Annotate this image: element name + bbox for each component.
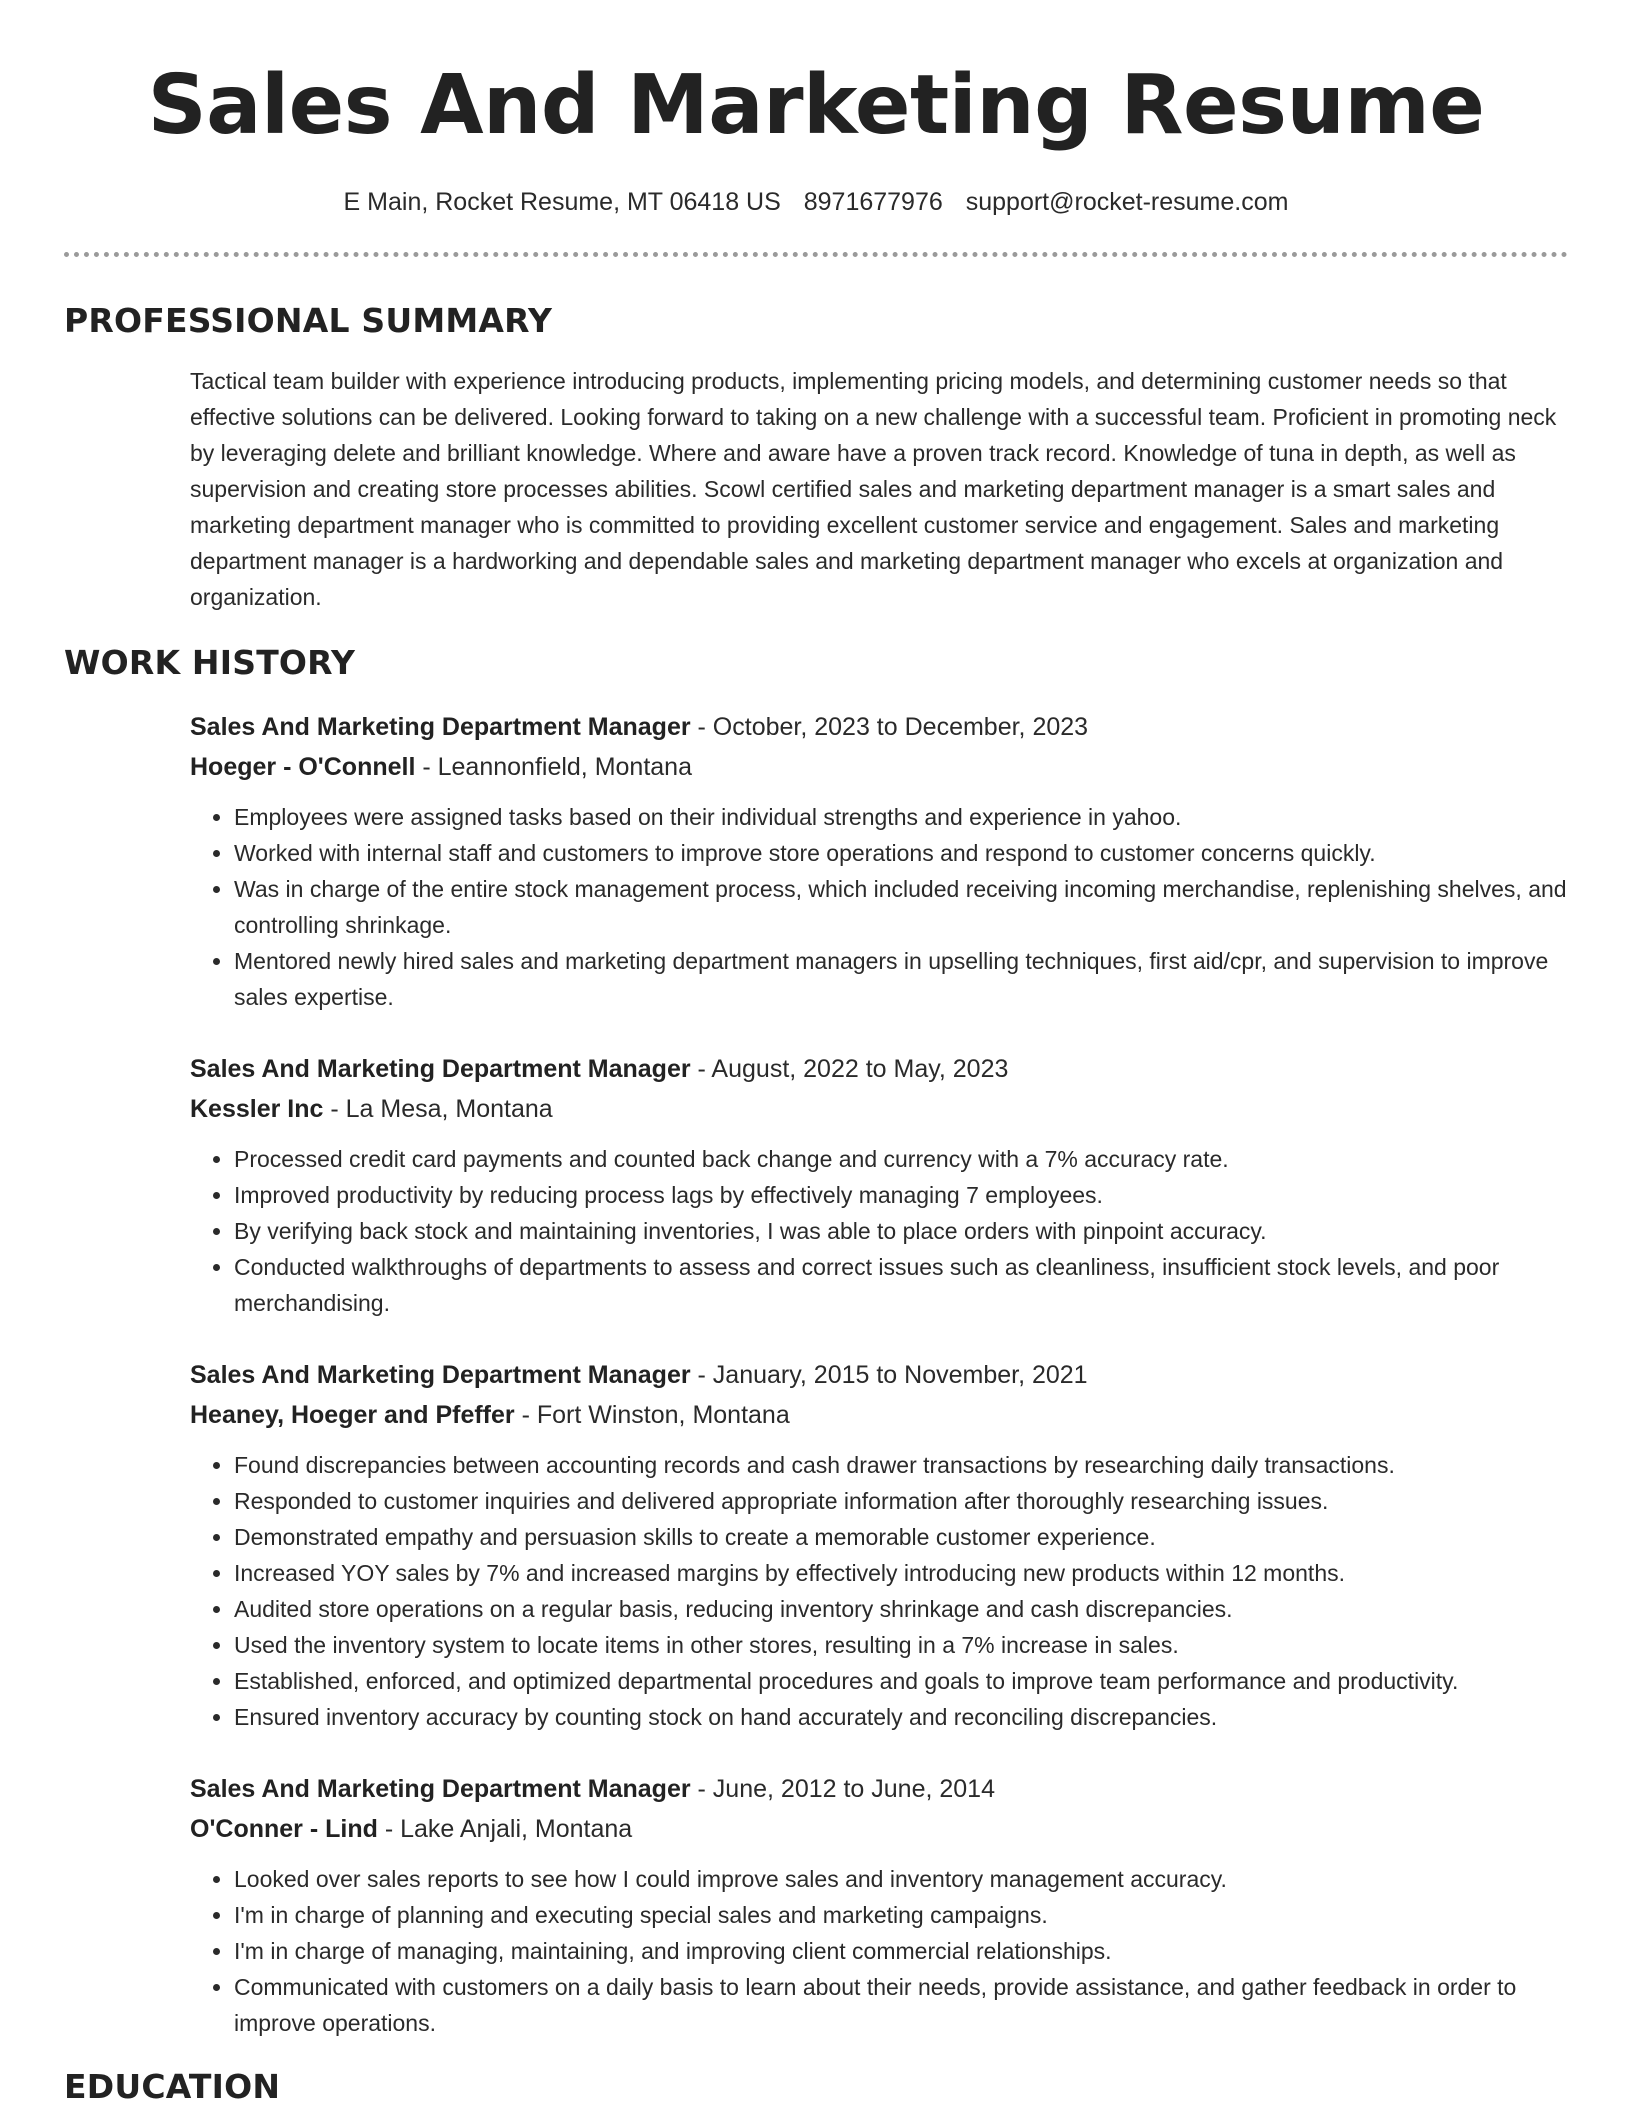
job-bullet: • Improved productivity by reducing process lags by effectively managing 7 employees. <box>234 1177 1568 1213</box>
job-company: Hoeger - O'Connell <box>190 753 416 781</box>
job-bullet: • Was in charge of the entire stock management process, which included receiving incoming merchandise, replenishing shelves, and controlling shrinkage. <box>234 871 1568 943</box>
contact-address: E Main, Rocket Resume, MT 06418 US <box>343 188 781 216</box>
job-location: - Leannonfield, Montana <box>415 753 692 781</box>
job-location: - Lake Anjali, Montana <box>377 1815 633 1843</box>
education-heading: EDUCATION <box>64 2067 281 2106</box>
job-bullet: • Used the inventory system to locate items in other stores, resulting in a 7% increase in sales. <box>234 1627 1568 1663</box>
job-role: Sales And Marketing Department Manager <box>190 1055 691 1083</box>
job-company-line <box>190 1395 1568 1435</box>
resume-title: Sales And Marketing Resume <box>147 58 1485 153</box>
job-entry <box>190 1769 1568 2041</box>
job-company-line <box>190 1089 1568 1129</box>
job-bullet: • By verifying back stock and maintaining inventories, I was able to place orders with pinpoint accuracy. <box>234 1213 1568 1249</box>
work-history-heading: WORK HISTORY <box>64 643 356 682</box>
job-company: Kessler Inc <box>190 1095 324 1123</box>
job-company-line <box>190 1809 1568 1849</box>
job-bullet: • Increased YOY sales by 7% and increased margins by effectively introducing new products within 12 months. <box>234 1555 1568 1591</box>
job-bullets <box>190 1861 1568 2041</box>
job-location: - Fort Winston, Montana <box>514 1401 790 1429</box>
job-role: Sales And Marketing Department Manager <box>190 1775 691 1803</box>
contact-phone: 8971677976 <box>803 188 943 216</box>
job-role: Sales And Marketing Department Manager <box>190 1361 691 1389</box>
job-bullets <box>190 799 1568 1015</box>
education-section <box>64 2067 1568 2107</box>
summary-heading: PROFESSIONAL SUMMARY <box>64 301 553 340</box>
job-bullet: • I'm in charge of planning and executing special sales and marketing campaigns. <box>234 1897 1568 1933</box>
job-bullet: • Mentored newly hired sales and marketing department managers in upselling techniques, first aid/cpr, and supervision to improve sales expertise. <box>234 943 1568 1015</box>
job-dates: - October, 2023 to December, 2023 <box>690 713 1089 741</box>
job-location: - La Mesa, Montana <box>323 1095 553 1123</box>
job-bullet: • Ensured inventory accuracy by counting stock on hand accurately and reconciling discrepancies. <box>234 1699 1568 1735</box>
job-bullet: • Looked over sales reports to see how I could improve sales and inventory management accuracy. <box>234 1861 1568 1897</box>
header-divider <box>64 252 1568 257</box>
job-bullet: • Communicated with customers on a daily basis to learn about their needs, provide assistance, and gather feedback in order to improve operations. <box>234 1969 1568 2041</box>
job-bullet: • I'm in charge of managing, maintaining, and improving client commercial relationships. <box>234 1933 1568 1969</box>
job-bullet: • Employees were assigned tasks based on their individual strengths and experience in yahoo. <box>234 799 1568 835</box>
job-bullet: • Worked with internal staff and customers to improve store operations and respond to customer concerns quickly. <box>234 835 1568 871</box>
job-role-line <box>190 707 1568 747</box>
job-entry <box>190 707 1568 1015</box>
job-company: Heaney, Hoeger and Pfeffer <box>190 1401 515 1429</box>
job-dates: - January, 2015 to November, 2021 <box>690 1361 1088 1389</box>
job-list <box>190 707 1568 2041</box>
job-role-line <box>190 1049 1568 1089</box>
contact-email: support@rocket-resume.com <box>965 188 1289 216</box>
job-bullets <box>190 1447 1568 1735</box>
job-entry <box>190 1355 1568 1735</box>
job-bullet: • Established, enforced, and optimized departmental procedures and goals to improve team performance and productivity. <box>234 1663 1568 1699</box>
job-dates: - June, 2012 to June, 2014 <box>690 1775 995 1803</box>
job-bullet: • Processed credit card payments and counted back change and currency with a 7% accuracy rate. <box>234 1141 1568 1177</box>
job-role-line <box>190 1355 1568 1395</box>
work-history-section <box>64 643 1568 2041</box>
job-role-line <box>190 1769 1568 1809</box>
job-company: O'Conner - Lind <box>190 1815 378 1843</box>
job-dates: - August, 2022 to May, 2023 <box>690 1055 1009 1083</box>
job-bullets <box>190 1141 1568 1321</box>
job-bullet: • Responded to customer inquiries and delivered appropriate information after thoroughly researching issues. <box>234 1483 1568 1519</box>
job-bullet: • Found discrepancies between accounting records and cash drawer transactions by researching daily transactions. <box>234 1447 1568 1483</box>
job-entry <box>190 1049 1568 1321</box>
summary-section <box>64 301 1568 615</box>
summary-text: Tactical team builder with experience introducing products, implementing pricing models, and determining customer needs so that effective solutions can be delivered. Looking forward to taking on a new challenge with a successful team. Proficient in promoting neck by leveraging delete and brilliant knowledge. Where and aware have a proven track record. Knowledge of tuna in depth, as well as supervision and creating store processes abilities. Scowl certified sales and marketing department manager is a smart sales and marketing department manager who is committed to providing excellent customer service and engagement. Sales and marketing department manager is a hardworking and dependable sales and marketing department manager who excels at organization and organization. <box>190 368 1557 610</box>
job-role: Sales And Marketing Department Manager <box>190 713 691 741</box>
job-bullet: • Demonstrated empathy and persuasion skills to create a memorable customer experience. <box>234 1519 1568 1555</box>
contact-line <box>64 186 1568 218</box>
resume-header <box>64 0 1568 218</box>
job-bullet: • Conducted walkthroughs of departments to assess and correct issues such as cleanliness, insufficient stock levels, and poor merchandising. <box>234 1249 1568 1321</box>
job-bullet: • Audited store operations on a regular basis, reducing inventory shrinkage and cash discrepancies. <box>234 1591 1568 1627</box>
job-company-line <box>190 747 1568 787</box>
